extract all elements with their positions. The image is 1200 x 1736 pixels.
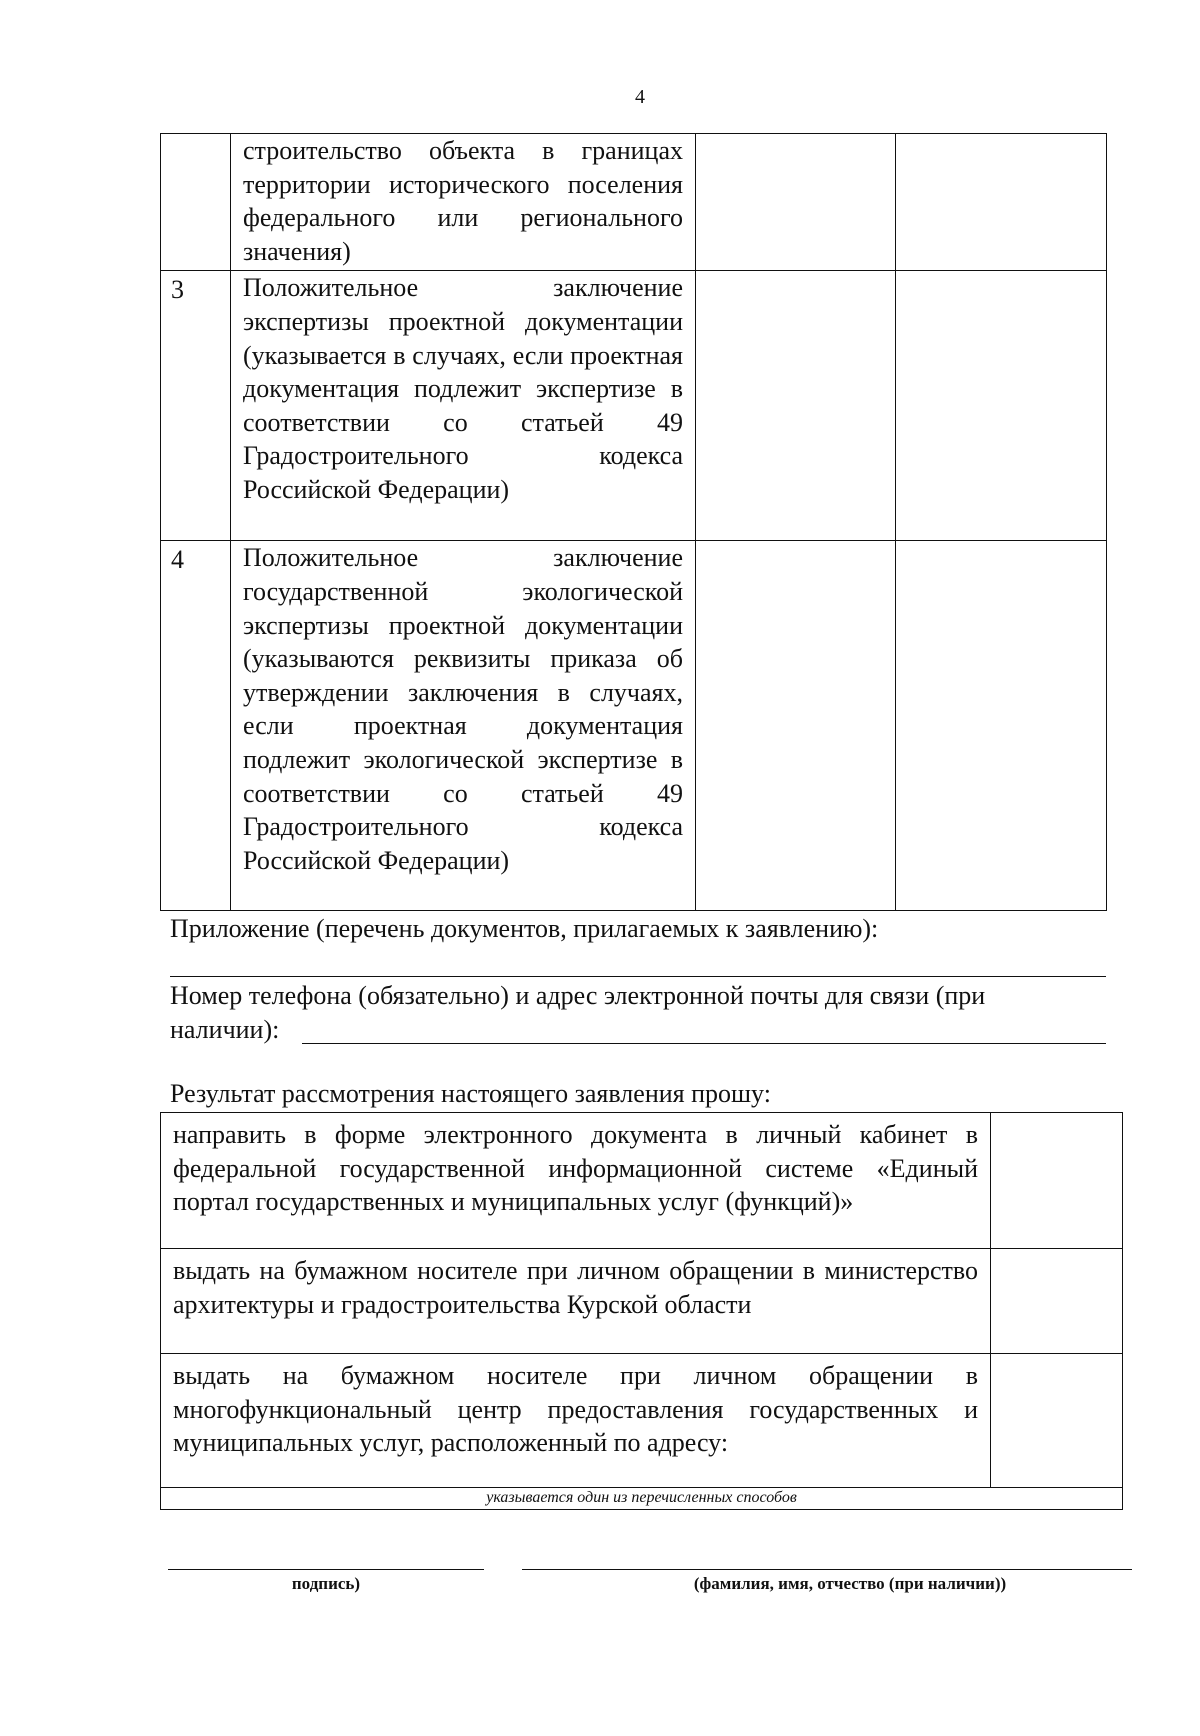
table-row (161, 271, 1107, 541)
requisites-table (160, 133, 1107, 911)
signature-caption: подпись) (291, 1574, 361, 1593)
requisite-cell[interactable] (696, 271, 896, 541)
attachments-label: Приложение (перечень документов, прилагаемых к заявлению): (170, 914, 879, 943)
result-options-table (160, 1112, 1123, 1510)
table-row (161, 1354, 1123, 1488)
requisite-date-cell[interactable] (896, 541, 1107, 911)
requisite-date-cell[interactable] (896, 271, 1107, 541)
requisite-cell[interactable] (696, 541, 896, 911)
row-description: Положительное заключение государственной экологической экспертизы проектной документации (указываются реквизиты приказа об утверждении заключения в случаях, если проектная документация подлежит экологической экспертизе в соответствии со статьей 49 Градостроительного кодекса Российской Федерации) (231, 541, 696, 911)
table-row (161, 541, 1107, 911)
page-number: 4 (635, 86, 645, 108)
result-option-text: направить в форме электронного документа в личный кабинет в федеральной государственной информационной системе «Единый портал государственных и муниципальных услуг (функций)» (161, 1113, 991, 1249)
row-description: строительство объекта в границах территории исторического поселения федерального или регионального значения) (231, 134, 696, 271)
table-row (161, 134, 1107, 271)
result-label: Результат рассмотрения настоящего заявления прошу: (170, 1079, 771, 1108)
contact-label: Номер телефона (обязательно) и адрес электронной почты для связи (при (170, 981, 986, 1010)
result-option-text: выдать на бумажном носителе при личном обращении в министерство архитектуры и градостроительства Курской области (161, 1249, 991, 1354)
requisite-cell[interactable] (696, 134, 896, 271)
signature-line[interactable] (168, 1569, 484, 1570)
full-name-caption: (фамилия, имя, отчество (при наличии)) (693, 1574, 1007, 1593)
result-note: указывается один из перечисленных способов (161, 1488, 1123, 1510)
table-row (161, 1113, 1123, 1249)
row-description: Положительное заключение экспертизы проектной документации (указывается в случаях, если проектная документация подлежит экспертизе в соответствии со статьей 49 Градостроительного кодекса Российской Федерации) (231, 271, 696, 541)
attachments-input-line[interactable] (170, 976, 1106, 977)
result-option-checkbox[interactable] (991, 1354, 1123, 1488)
full-name-line[interactable] (522, 1569, 1132, 1570)
requisite-date-cell[interactable] (896, 134, 1107, 271)
contact-input-line[interactable] (302, 1043, 1106, 1044)
contact-label-continuation: наличии): (170, 1015, 280, 1044)
row-number: 4 (161, 541, 231, 911)
table-row (161, 1249, 1123, 1354)
row-number (161, 134, 231, 271)
table-row (161, 1488, 1123, 1510)
row-number: 3 (161, 271, 231, 541)
result-option-checkbox[interactable] (991, 1249, 1123, 1354)
result-option-text: выдать на бумажном носителе при личном обращении в многофункциональный центр предоставления государственных и муниципальных услуг, расположенный по адресу: (161, 1354, 991, 1488)
result-option-checkbox[interactable] (991, 1113, 1123, 1249)
